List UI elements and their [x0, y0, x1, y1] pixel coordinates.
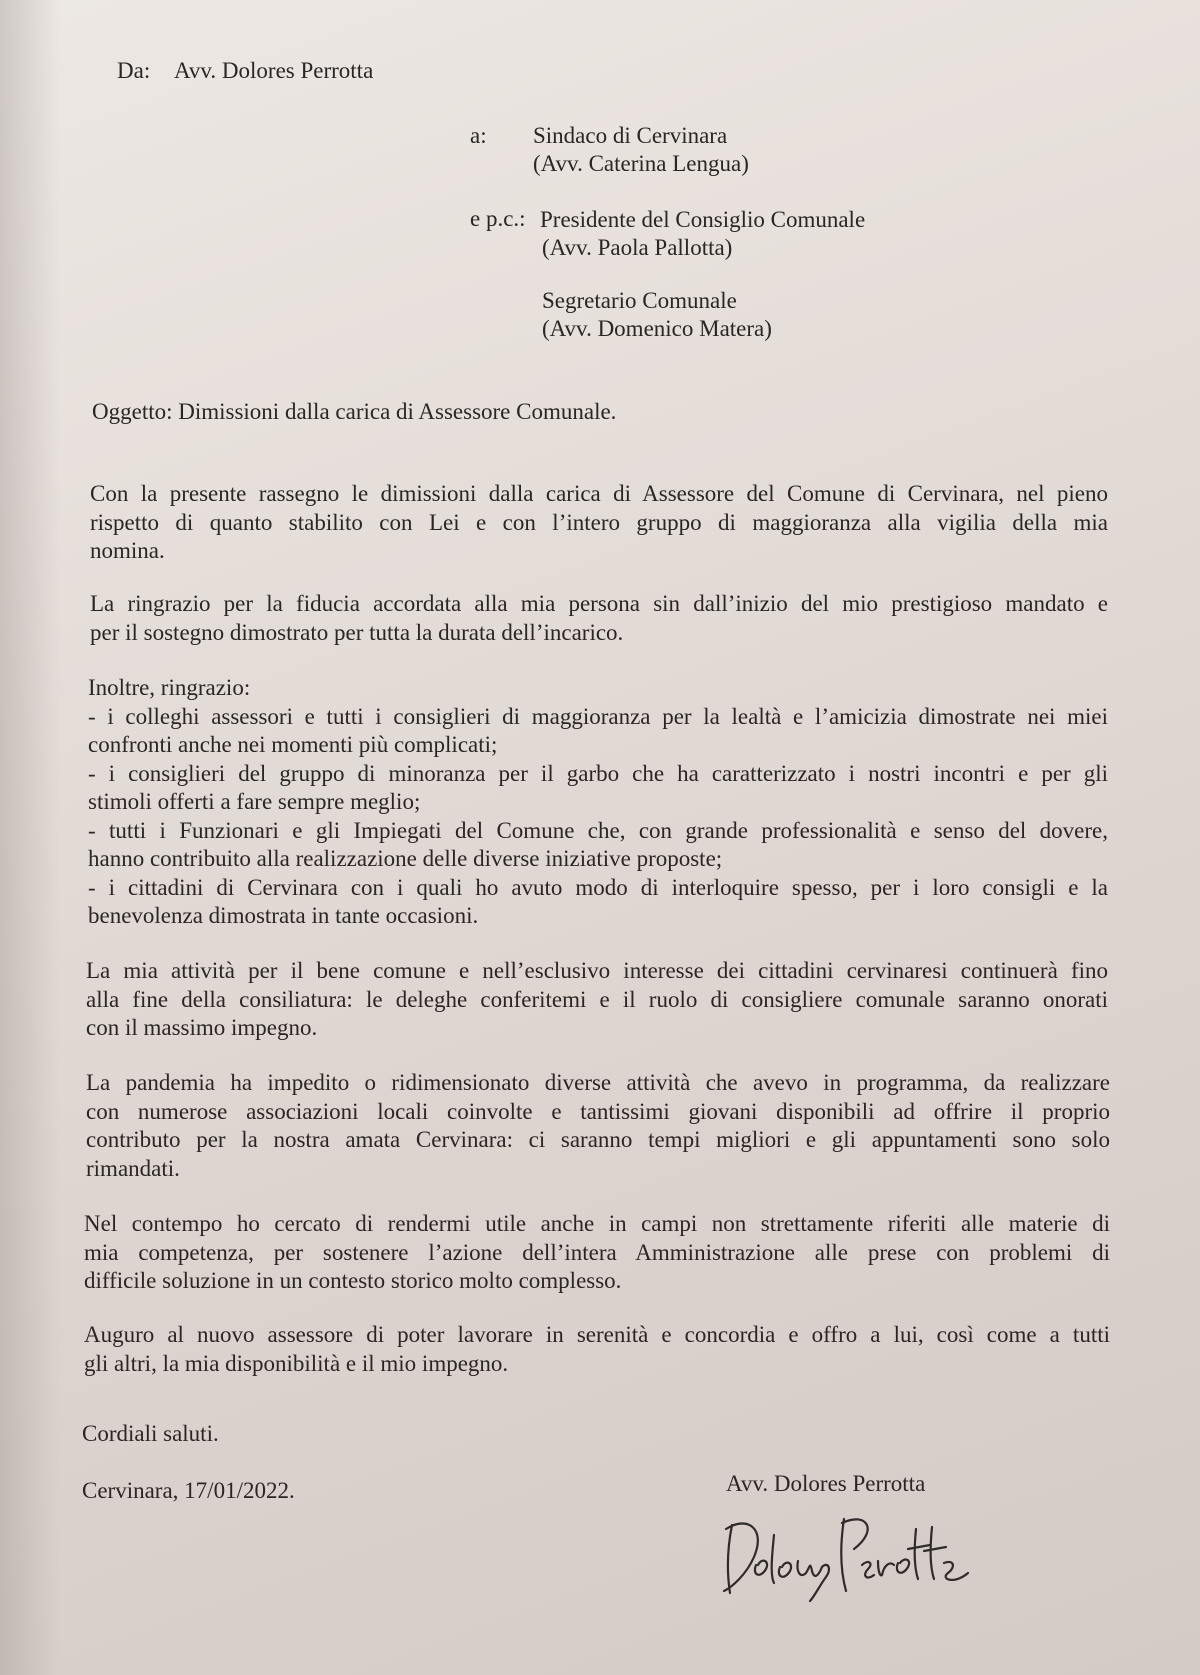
text-line: Nel contempo ho cercato di rendermi utile anche in campi non strettamente riferiti alle materie di [84, 1211, 1110, 1236]
recipient-title: Sindaco di Cervinara [533, 123, 728, 148]
text-line: mia competenza, per sostenere l’azione dell’intera Amministrazione alle prese con problemi di [84, 1239, 1110, 1265]
text-line: La ringrazio per la fiducia accordata alla mia persona sin dall’inizio del mio prestigioso mandato e [90, 591, 1108, 616]
text-line: Con la presente rassegno le dimissioni dalla carica di Assessore del Comune di Cervinara, nel pieno [90, 481, 1108, 506]
subject-line: Oggetto: Dimissioni dalla carica di Assessore Comunale. [92, 399, 617, 424]
text-line: rimandati. [86, 1155, 180, 1181]
text-line: - i cittadini di Cervinara con i quali ho avuto modo di interloquire spesso, per i loro consigli e la [88, 874, 1108, 900]
text-line: con il massimo impegno. [86, 1015, 318, 1040]
text-line: La mia attività per il bene comune e nell’esclusivo interesse dei cittadini cervinaresi continuerà fino [86, 958, 1108, 983]
text-line: Inoltre, ringrazio: [88, 675, 251, 700]
place-date: Cervinara, 17/01/2022. [82, 1478, 295, 1503]
text-line: - i consiglieri del gruppo di minoranza per il garbo che ha caratterizzato i nostri incontri e per gli [88, 760, 1108, 786]
cc-second-name: (Avv. Domenico Matera) [542, 316, 772, 341]
cc-first-title: Presidente del Consiglio Comunale [540, 207, 866, 232]
text-line: confronti anche nei momenti più complicati; [88, 732, 498, 757]
sender-name: Avv. Dolores Perrotta [174, 58, 374, 83]
recipient-name: (Avv. Caterina Lengua) [533, 151, 749, 176]
text-line: per il sostegno dimostrato per tutta la durata dell’incarico. [90, 619, 624, 645]
paragraph-thanks-mayor [90, 590, 1108, 647]
paragraph-pandemic [86, 1069, 1110, 1183]
text-line: gli altri, la mia disponibilità e il mio impegno. [84, 1350, 509, 1376]
closing-text: Cordiali saluti. [82, 1421, 219, 1446]
cc-first-name: (Avv. Paola Pallotta) [542, 235, 733, 260]
paragraph-activity [86, 957, 1108, 1043]
handwritten-signature [718, 1505, 978, 1605]
text-line: nomina. [90, 538, 165, 563]
text-line: - i colleghi assessori e tutti i consiglieri di maggioranza per la lealtà e l’amicizia dimostrate nei miei [88, 703, 1108, 729]
page-shadow [0, 0, 60, 1675]
text-line: Auguro al nuovo assessore di poter lavorare in serenità e concordia e offro a lui, così come a tutti [84, 1322, 1110, 1347]
paragraph-resignation [90, 480, 1108, 566]
text-line: stimoli offerti a fare sempre meglio; [88, 789, 421, 814]
text-line: - tutti i Funzionari e gli Impiegati del Comune che, con grande professionalità e senso del dovere, [88, 817, 1108, 843]
recipient-label: a: [470, 123, 487, 148]
paragraph-thanks-list [88, 674, 1108, 931]
text-line: con numerose associazioni locali coinvolte e tantissimi giovani disponibili ad offrire il proprio [86, 1098, 1110, 1124]
cc-second-title: Segretario Comunale [542, 288, 737, 313]
text-line: rispetto di quanto stabilito con Lei e con l’intero gruppo di maggioranza alla vigilia della mia [90, 509, 1108, 535]
cc-label: e p.c.: [470, 206, 526, 231]
text-line: La pandemia ha impedito o ridimensionato diverse attività che avevo in programma, da realizzare [86, 1070, 1110, 1095]
text-line: contributo per la nostra amata Cervinara: ci saranno tempi migliori e gli appuntamenti sono solo [86, 1127, 1110, 1152]
sender-label: Da: [117, 58, 151, 83]
paragraph-wishes [84, 1321, 1110, 1378]
text-line: benevolenza dimostrata in tante occasioni. [88, 903, 479, 928]
text-line: alla fine della consiliatura: le deleghe conferitemi e il ruolo di consigliere comunale saranno onorati [86, 986, 1108, 1012]
text-line: hanno contribuito alla realizzazione delle diverse iniziative proposte; [88, 846, 723, 871]
text-line: difficile soluzione in un contesto storico molto complesso. [84, 1268, 622, 1293]
signature-name: Avv. Dolores Perrotta [726, 1471, 926, 1496]
paragraph-commitment [84, 1210, 1110, 1296]
